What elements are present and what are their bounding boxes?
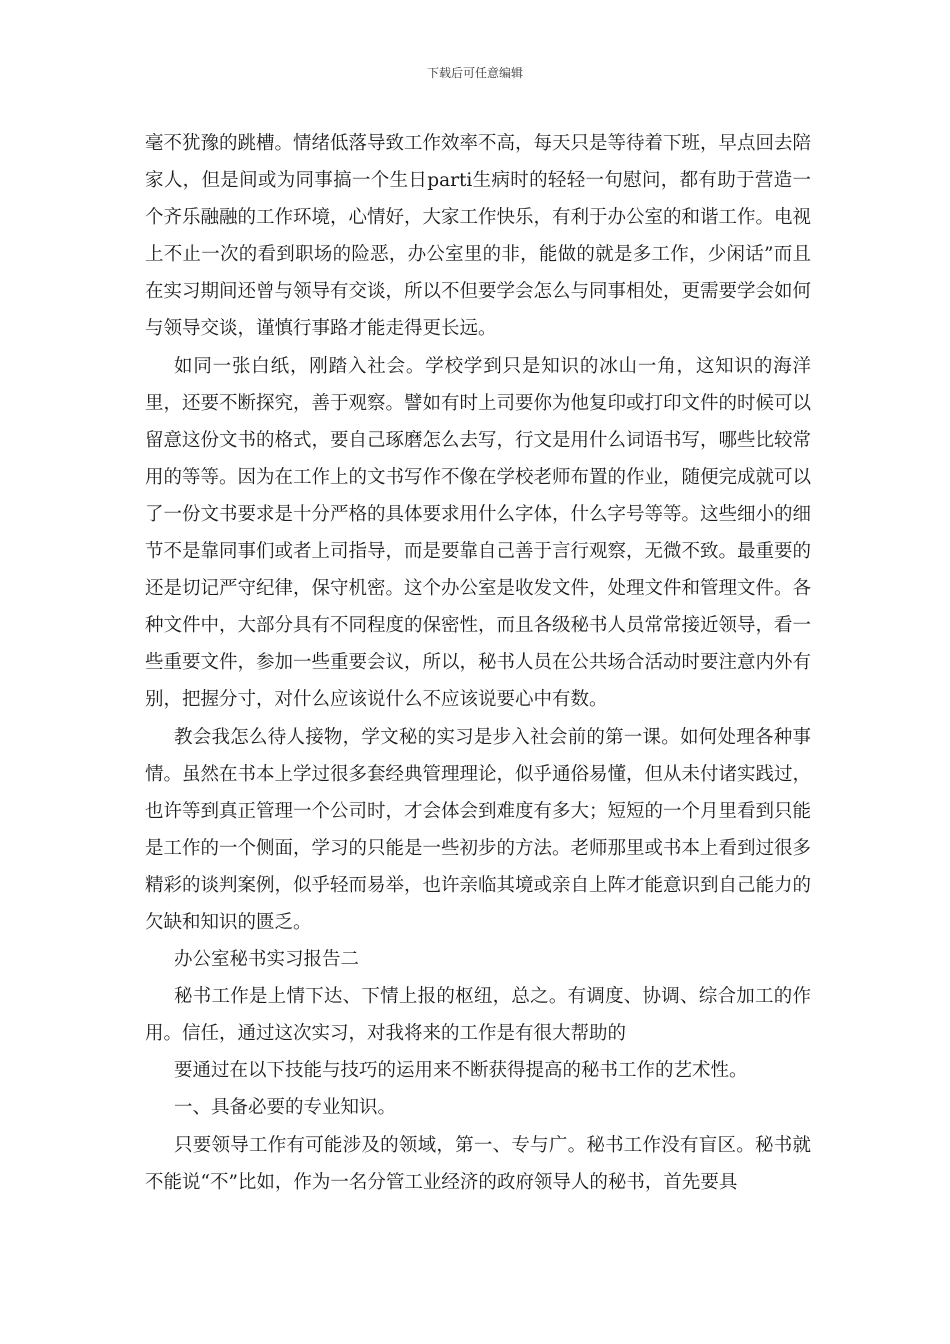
paragraph: 如同一张白纸，刚踏入社会。学校学到只是知识的冰山一角，这知识的海洋里，还要不断探究，善于观察。譬如有时上司要你为他复印或打印文件的时候可以留意这份文书的格式，要自己琢磨怎么去写，行文是用什么词语书写，哪些比较常用的等等。因为在工作上的文书写作不像在学校老师布置的作业，随便完成就可以了一份文书要求是十分严格的具体要求用什么字体，什么字号等等。这些细小的细节不是靠同事们或者上司指导，而是要靠自己善于言行观察，无微不致。最重要的还是切记严守纪律，保守机密。这个办公室是收发文件，处理文件和管理文件。各种文件中，大部分具有不同程度的保密性，而且各级秘书人员常常接近领导，看一些重要文件，参加一些重要会议，所以，秘书人员在公共场合活动时要注意内外有别，把握分寸，对什么应该说什么不应该说要心中有数。 [145, 355, 812, 711]
page-header: 下载后可任意编辑 [426, 66, 523, 80]
subsection-heading: 一、具备必要的专业知识。 [174, 1097, 397, 1119]
paragraph: 只要领导工作有可能涉及的领域，第一、专与广。秘书工作没有盲区。秘书就不能说“不”比如，作为一名分管工业经济的政府领导人的秘书，首先要具 [145, 1134, 811, 1193]
paragraph: 秘书工作是上情下达、下情上报的枢纽，总之。有调度、协调、综合加工的作用。信任，通过这次实习，对我将来的工作是有很大帮助的 [145, 986, 811, 1045]
paragraph: 教会我怎么待人接物，学文秘的实习是步入社会前的第一课。如何处理各种事情。虽然在书本上学过很多套经典管理理论，似乎通俗易懂，但从未付诸实践过，也许等到真正管理一个公司时，才会体会到难度有多大；短短的一个月里看到只能是工作的一个侧面，学习的只能是一些初步的方法。老师那里或书本上看到过很多精彩的谈判案例，似乎轻而易举，也许亲临其境或亲自上阵才能意识到自己能力的欠缺和知识的匮乏。 [145, 726, 812, 933]
paragraph: 毫不犹豫的跳槽。情绪低落导致工作效率不高，每天只是等待着下班，早点回去陪家人，但是间或为同事搞一个生日parti生病时的轻轻一句慰问，都有助于营造一个齐乐融融的工作环境，心情好，大家工作快乐，有利于办公室的和谐工作。电视上不止一次的看到职场的险恶，办公室里的非，能做的就是多工作，少闲话”而且在实习期间还曾与领导有交谈，所以不但要学会怎么与同事相处，更需要学会如何与领导交谈，谨慎行事路才能走得更长远。 [145, 133, 812, 340]
section-heading: 办公室秘书实习报告二 [174, 949, 360, 971]
document-body [145, 125, 811, 1201]
paragraph: 要通过在以下技能与技巧的运用来不断获得提高的秘书工作的艺术性。 [174, 1060, 748, 1082]
